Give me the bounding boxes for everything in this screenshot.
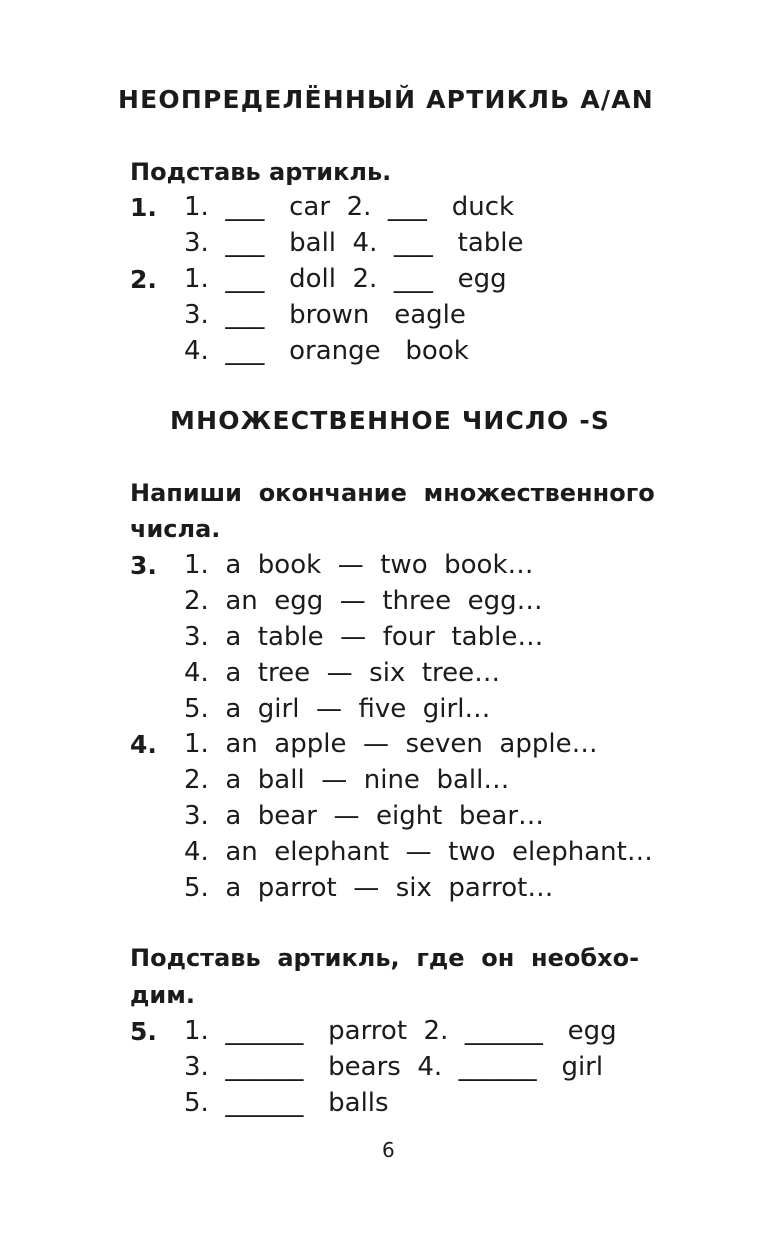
exercise-5-line-1: 1. ______ parrot 2. ______ egg [184,1016,617,1046]
exercise-3-item: 1. a book — two book… [184,550,534,580]
exercise-4-item: 2. a ball — nine ball… [184,765,510,795]
exercise-2-line-1: 1. ___ doll 2. ___ egg [184,264,507,294]
instruction-article-where-needed-line-1: Подставь артикль, где он необхо- [130,944,640,972]
exercise-4-item: 3. a bear — eight bear… [184,801,545,831]
exercise-number-3: 3. [130,551,157,580]
instruction-plural-line-1: Напиши окончание множественного [130,479,655,507]
exercise-5-line-3: 5. ______ balls [184,1088,389,1118]
exercise-1-line-1: 1. ___ car 2. ___ duck [184,192,515,222]
exercise-3-item: 3. a table — four table… [184,622,544,652]
exercise-3-item: 4. a tree — six tree… [184,658,501,688]
section-title-indefinite-article: НЕОПРЕДЕЛЁННЫЙ АРТИКЛЬ A/AN [118,85,654,114]
exercise-2-line-2: 3. ___ brown eagle [184,300,466,330]
exercise-5-line-2: 3. ______ bears 4. ______ girl [184,1052,604,1082]
exercise-4-item: 5. a parrot — six parrot… [184,873,554,903]
exercise-number-4: 4. [130,730,157,759]
exercise-3-item: 5. a girl — five girl… [184,694,491,724]
instruction-insert-article: Подставь артикль. [130,158,392,186]
instruction-article-where-needed-line-2: дим. [130,981,195,1009]
exercise-4-item: 1. an apple — seven apple… [184,729,598,759]
exercise-4-item: 4. an elephant — two elephant… [184,837,653,867]
page-number: 6 [382,1138,395,1162]
exercise-number-5: 5. [130,1017,157,1046]
exercise-1-line-2: 3. ___ ball 4. ___ table [184,228,524,258]
section-title-plural: МНОЖЕСТВЕННОЕ ЧИСЛО -S [170,406,611,435]
exercise-2-line-3: 4. ___ orange book [184,336,469,366]
exercise-number-1: 1. [130,193,157,222]
exercise-3-item: 2. an egg — three egg… [184,586,543,616]
instruction-plural-line-2: числа. [130,515,221,543]
exercise-number-2: 2. [130,265,157,294]
